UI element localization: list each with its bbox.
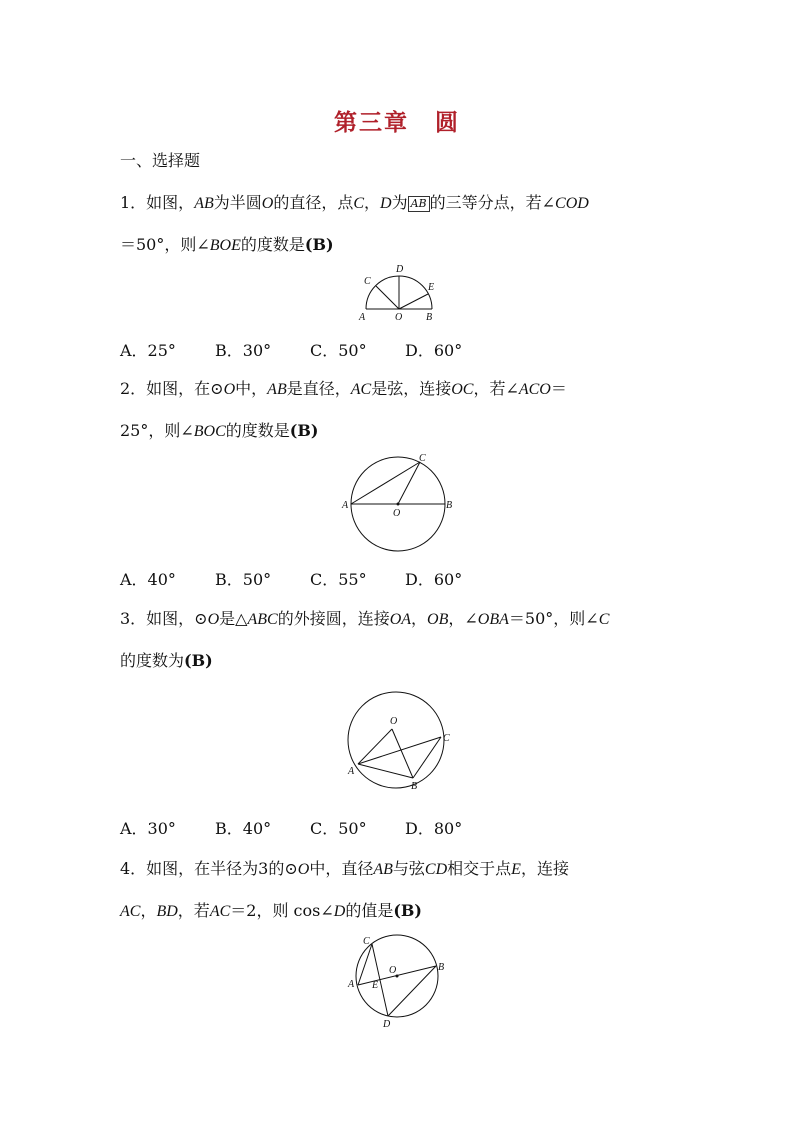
q3-choice-a: A．30° [120, 819, 176, 838]
q2-label-o: O [393, 508, 401, 519]
q3-choice-b: B．40° [215, 819, 272, 838]
q3-choice-d: D．80° [405, 819, 463, 838]
q2-center-point [397, 503, 400, 506]
q1-choice-b: B．30° [215, 341, 272, 360]
q3-label-a: A [348, 766, 355, 777]
q1-line2: ＝50°，则∠BOE的度数是(B) [120, 235, 334, 254]
q2-label-c: C [419, 453, 426, 464]
q1-label-e: E [428, 282, 435, 293]
q2-line1: 2．如图，在⊙O中，AB是直径，AC是弦，连接OC，若∠ACO＝ [120, 379, 567, 398]
q2-choice-d: D．60° [405, 570, 463, 589]
arc-ab-symbol: AB [408, 196, 430, 212]
title-topic: 圆 [435, 109, 460, 136]
page-title [0, 104, 794, 137]
q1-choice-a: A．25° [120, 341, 176, 360]
section-heading: 一、选择题 [120, 151, 201, 170]
q2-label-a: A [342, 500, 349, 511]
q3-segment-ob [392, 729, 413, 778]
q2-choice-c: C．55° [310, 570, 367, 589]
q1-figure [352, 262, 442, 324]
q1-label-c: C [364, 276, 371, 287]
q2-chord-ac [351, 462, 420, 504]
q1-choice-c: C．50° [310, 341, 367, 360]
title-chapter: 第三章 [334, 109, 409, 136]
q2-answer: (B) [289, 421, 319, 440]
q1-answer: (B) [304, 235, 334, 254]
q2-line2: 25°，则∠BOC的度数是(B) [120, 421, 319, 440]
q3-answer: (B) [184, 651, 213, 670]
q3-label-o: O [390, 716, 398, 727]
q3-line2: 的度数为(B) [120, 651, 213, 670]
q4-answer: (B) [393, 901, 422, 920]
q2-figure [338, 452, 458, 554]
q1-label-a: A [359, 312, 366, 323]
q1-label-b: B [426, 312, 433, 323]
q2-choices [120, 567, 500, 590]
q3-label-b: B [411, 781, 418, 792]
q4-label-a: A [348, 979, 355, 990]
q4-label-c: C [363, 936, 370, 947]
q1-segment-oe [399, 294, 428, 309]
q4-figure [342, 930, 452, 1030]
q3-side-ab [358, 764, 413, 778]
q4-label-b: B [438, 962, 445, 973]
q4-line2: AC，BD，若AC＝2，则 cos∠D的值是(B) [120, 901, 422, 920]
q1-choices [120, 338, 500, 361]
q2-label-b: B [446, 500, 453, 511]
q4-label-e: E [372, 980, 379, 991]
q1-segment-oc [376, 286, 399, 309]
q3-line1: 3．如图，⊙O是△ABC的外接圆，连接OA，OB，∠OBA＝50°，则∠C [120, 609, 610, 628]
q1-label-d: D [396, 264, 404, 275]
q2-choice-a: A．40° [120, 570, 176, 589]
q4-label-o: O [389, 965, 397, 976]
q3-choices [120, 816, 500, 839]
q3-side-bc [413, 737, 441, 778]
q3-figure [340, 686, 455, 796]
q4-label-d: D [383, 1019, 391, 1030]
q1-label-o: O [395, 312, 403, 323]
q3-label-c: C [443, 733, 450, 744]
q1-choice-d: D．60° [405, 341, 463, 360]
q4-line1: 4．如图，在半径为3的⊙O中，直径AB与弦CD相交于点E，连接 [120, 859, 569, 878]
q3-choice-c: C．50° [310, 819, 367, 838]
q1-line1: 1．如图，AB为半圆O的直径，点C，D为 AB 的三等分点，若∠COD [120, 193, 589, 212]
q2-choice-b: B．50° [215, 570, 272, 589]
